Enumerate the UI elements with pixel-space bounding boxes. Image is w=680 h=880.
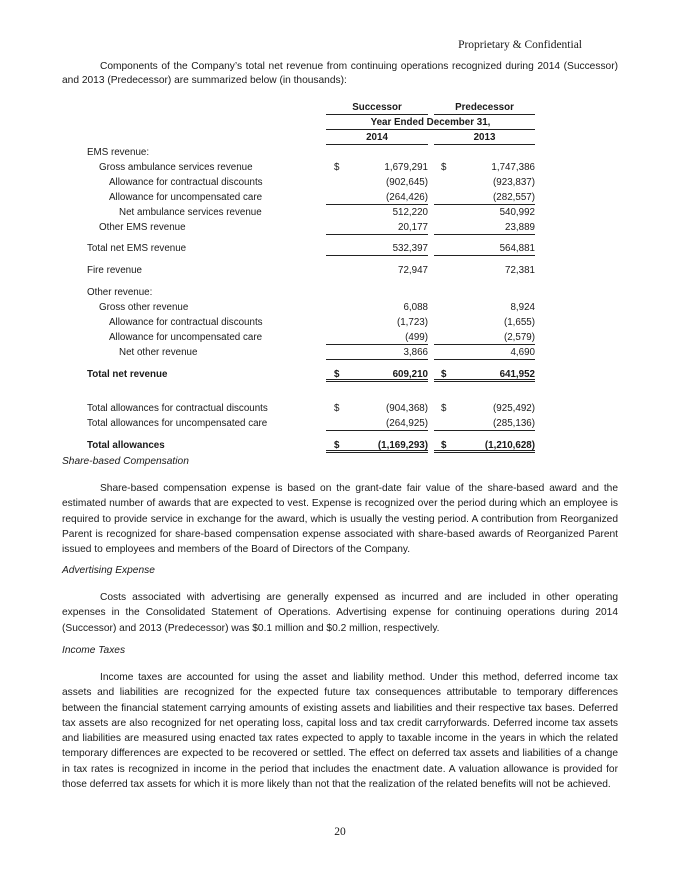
table-row (62, 401, 618, 416)
value-2014: 6,088 (403, 302, 428, 313)
row-label: Total net EMS revenue (87, 243, 187, 254)
dollar-sign: $ (441, 403, 447, 414)
value-2013: (282,557) (493, 192, 535, 203)
col-header-successor: Successor (352, 102, 402, 113)
dollar-sign: $ (334, 162, 340, 173)
table-row (62, 330, 618, 345)
dollar-sign: $ (334, 440, 340, 451)
value-2014: (902,645) (386, 177, 428, 188)
net-revenue-table (62, 100, 618, 453)
dollar-sign: $ (334, 369, 340, 380)
value-2014: (264,925) (386, 418, 428, 429)
value-2014: 532,397 (392, 243, 428, 254)
income-taxes-title: Income Taxes (62, 645, 126, 656)
dollar-sign: $ (334, 403, 340, 414)
row-label: Allowance for contractual discounts (109, 317, 263, 328)
year-2014: 2014 (366, 132, 388, 143)
row-label: Total allowances for uncompensated care (87, 418, 268, 429)
table-row-total-net (62, 367, 618, 382)
value-2013: 641,952 (499, 369, 535, 380)
dollar-sign: $ (441, 162, 447, 173)
row-label: Total net revenue (87, 369, 168, 380)
table-row (62, 160, 618, 175)
intro-paragraph: Components of the Company’s total net revenue from continuing operations recognized during 2014 (Successor) and 2013 (Predecessor) are summarized below (in thousands): (62, 61, 618, 87)
table-row (62, 190, 618, 205)
page-number: 20 (334, 826, 346, 838)
table-row (62, 345, 618, 360)
value-2014: 609,210 (392, 369, 428, 380)
table-row-fire (62, 263, 618, 278)
value-2013: (2,579) (503, 332, 535, 343)
value-2013: (1,655) (503, 317, 535, 328)
dollar-sign: $ (441, 440, 447, 451)
ems-revenue-header: EMS revenue: (87, 147, 150, 158)
table-row (62, 220, 618, 235)
dollar-sign: $ (441, 369, 447, 380)
year-2013: 2013 (473, 132, 496, 143)
row-label: Allowance for uncompensated care (109, 332, 263, 343)
row-label: Allowance for contractual discounts (109, 177, 263, 188)
ems-header-row (62, 145, 618, 160)
table-row (62, 416, 618, 431)
share-based-title: Share-based Compensation (62, 456, 189, 467)
value-2014: (1,723) (396, 317, 428, 328)
value-2013: (925,492) (493, 403, 535, 414)
value-2014: 72,947 (398, 265, 428, 276)
table-year-row (62, 130, 618, 145)
share-based-paragraph: Share-based compensation expense is based on the grant-date fair value of the share-based award and the estimated number of awards that are expected to vest. Expense is recognized over the period during which an employee is required to provide service in exchange for the award, which is usually the vesting period. A contribution from Reorganized Parent is recognized for share-based compensation expense associated with share-based awards of Reorganized Parent issued to employees and members of the Board of Directors of the Company. (62, 483, 618, 556)
other-revenue-header: Other revenue: (87, 287, 153, 298)
value-2013: 8,924 (510, 302, 535, 313)
table-row (62, 175, 618, 190)
row-label: Allowance for uncompensated care (109, 192, 263, 203)
col-header-predecessor: Predecessor (455, 102, 514, 113)
row-label: Gross other revenue (99, 302, 189, 313)
table-row (62, 315, 618, 330)
row-label: Other EMS revenue (99, 222, 186, 233)
row-label: Fire revenue (87, 265, 142, 276)
value-2014: (264,426) (386, 192, 428, 203)
value-2013: (1,210,628) (484, 440, 535, 451)
value-2014: (499) (405, 332, 428, 343)
row-label: Net other revenue (119, 347, 198, 358)
row-label: Total allowances (87, 440, 165, 451)
table-header-row (62, 100, 618, 115)
table-row (62, 300, 618, 315)
table-period-row (62, 115, 618, 130)
table-row-total-allowances (62, 438, 618, 453)
value-2014: 20,177 (398, 222, 428, 233)
advertising-paragraph: Costs associated with advertising are generally expensed as incurred and are included in other operating expenses in the Consolidated Statement of Operations. Advertising expense for continuing operations during 2014 (Successor) and 2013 (Predecessor) was $0.1 million and $0.2 million, respectively. (62, 592, 618, 634)
value-2013: (285,136) (493, 418, 535, 429)
value-2013: 1,747,386 (491, 162, 535, 173)
income-taxes-paragraph: Income taxes are accounted for using the asset and liability method. Under this method, deferred income tax assets and liabilities are recognized for the expected future tax consequences attributable to temporary differences between the financial statement carrying amounts of existing assets and liabilities and their respective tax bases. Deferred tax assets are also recognized for net operating loss, capital loss and tax credit carryforwards. Deferred income tax assets and liabilities are measured using enacted tax rates expected to apply to taxable income in the years in which the related temporary differences are expected to be recovered or settled. The effect on deferred tax assets and liabilities of a change in tax rates is recognized in income in the period that includes the enactment date. A valuation allowance is provided for those deferred tax assets for which it is more likely than not that the realization of the related benefits will not be achieved. (62, 672, 618, 791)
row-label: Gross ambulance services revenue (99, 162, 253, 173)
value-2014: (1,169,293) (377, 440, 428, 451)
table-row-total-ems (62, 241, 618, 256)
value-2013: (923,837) (493, 177, 535, 188)
period-header: Year Ended December 31, (370, 117, 491, 128)
value-2013: 72,381 (505, 265, 535, 276)
value-2013: 564,881 (499, 243, 535, 254)
value-2014: 3,866 (403, 347, 428, 358)
table-row (62, 205, 618, 220)
value-2014: 1,679,291 (384, 162, 428, 173)
value-2013: 540,992 (499, 207, 535, 218)
value-2013: 4,690 (510, 347, 535, 358)
value-2014: 512,220 (392, 207, 428, 218)
row-label: Total allowances for contractual discounts (87, 403, 268, 414)
value-2013: 23,889 (505, 222, 535, 233)
advertising-title: Advertising Expense (62, 565, 155, 576)
other-header-row (62, 285, 618, 300)
confidential-header: Proprietary & Confidential (458, 39, 582, 51)
value-2014: (904,368) (386, 403, 428, 414)
row-label: Net ambulance services revenue (119, 207, 262, 218)
